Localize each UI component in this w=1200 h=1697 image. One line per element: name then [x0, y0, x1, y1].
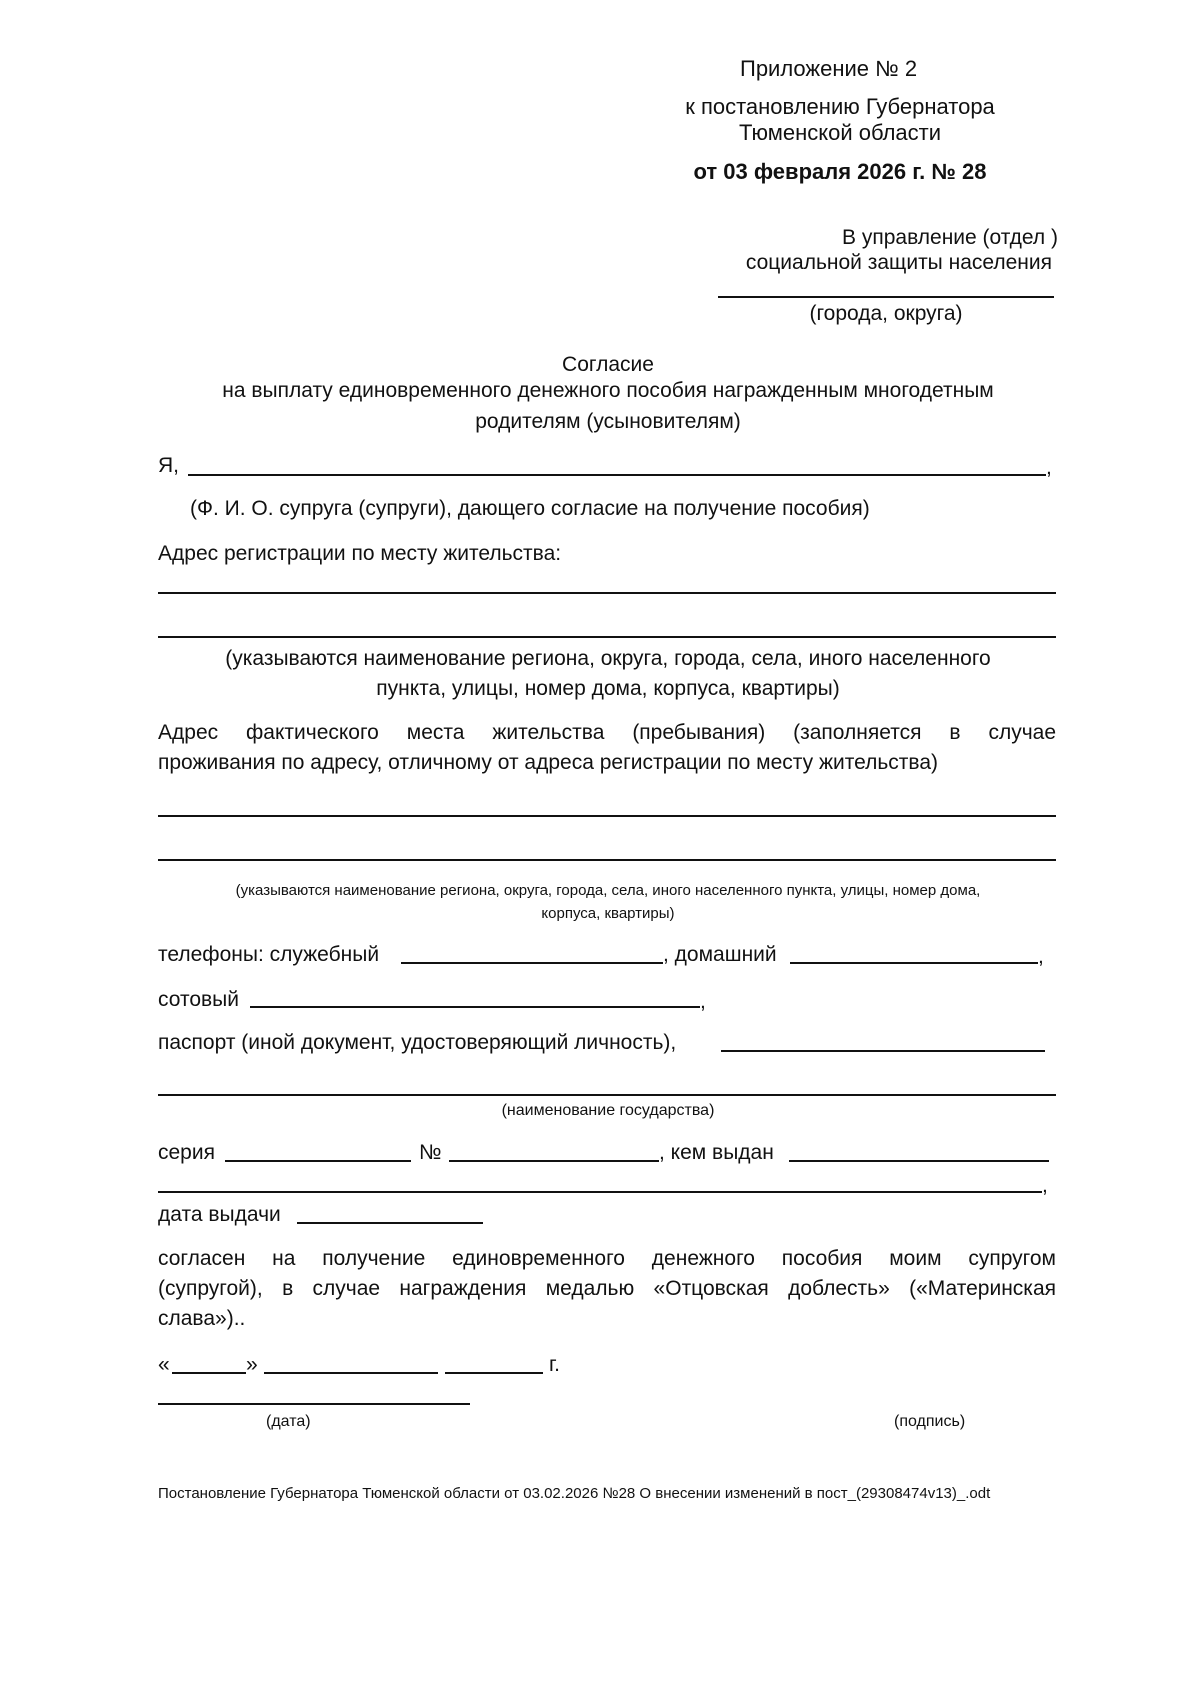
date-day-field[interactable]: [172, 1372, 246, 1374]
phones-comma: ,: [1038, 945, 1044, 968]
issued-by-label: , кем выдан: [659, 1141, 774, 1164]
consent-text: согласен на получение единовременного денежного пособия моим супругом: [158, 1247, 1056, 1270]
issued-by-comma: ,: [1042, 1174, 1048, 1197]
consent-text-3: слава»)..: [158, 1307, 246, 1330]
fact-address-hint-2: корпуса, квартиры): [541, 905, 675, 922]
document-title: Согласие: [562, 353, 654, 376]
i-label: Я,: [158, 454, 179, 477]
reg-address-hint: (указываются наименование региона, округа, города, села, иного населенного: [225, 647, 991, 670]
addressee-line-1: В управление (отдел ): [842, 226, 1058, 249]
phone-work-field[interactable]: [401, 962, 663, 964]
mobile-label: сотовый: [158, 988, 239, 1011]
phone-mobile-field[interactable]: [250, 1006, 700, 1008]
date-year-field[interactable]: [445, 1372, 543, 1374]
date-month-field[interactable]: [264, 1372, 438, 1374]
fio-hint: (Ф. И. О. супруга (супруги), дающего согласие на получение пособия): [190, 497, 870, 520]
document-title-line-3: родителям (усыновителям): [475, 410, 741, 433]
passport-field[interactable]: [721, 1050, 1045, 1052]
doc-number-label: №: [419, 1141, 442, 1164]
state-field[interactable]: [158, 1094, 1056, 1096]
resolution-ref: к постановлению Губернатора: [685, 94, 995, 119]
issued-by-field-2[interactable]: [158, 1191, 1042, 1193]
fact-address-label: Адрес фактического места жительства (пребывания) (заполняется в случае: [158, 721, 1056, 744]
fact-address-field-2[interactable]: [158, 859, 1056, 861]
fact-address-field-1[interactable]: [158, 815, 1056, 817]
fact-address-hint: (указываются наименование региона, округа, города, села, иного населенного пункта, улицы, номер дома,: [235, 882, 981, 899]
footer-filename: Постановление Губернатора Тюменской области от 03.02.2026 №28 О внесении изменений в пост_(29308474v13)_.odt: [158, 1485, 991, 1502]
phones-home-label: , домашний: [663, 943, 777, 966]
addressee-city-field[interactable]: [718, 296, 1054, 298]
year-suffix: г.: [549, 1353, 560, 1376]
document-title-line-2: на выплату единовременного денежного пособия награжденным многодетным: [222, 379, 994, 402]
phone-home-field[interactable]: [790, 962, 1038, 964]
appendix-number: Приложение № 2: [740, 56, 918, 81]
doc-number-field[interactable]: [449, 1160, 659, 1162]
signature-hint: (подпись): [894, 1413, 966, 1430]
series-label: серия: [158, 1141, 215, 1164]
addressee-line-2: социальной защиты населения: [745, 251, 1052, 274]
region-name: Тюменской области: [738, 120, 942, 145]
quote-open: «: [158, 1353, 170, 1376]
resolution-date-number: от 03 февраля 2026 г. № 28: [693, 159, 987, 184]
signature-field[interactable]: [158, 1403, 470, 1405]
reg-address-hint-2: пункта, улицы, номер дома, корпуса, квартиры): [376, 677, 840, 700]
state-hint: (наименование государства): [501, 1102, 715, 1119]
issue-date-label: дата выдачи: [158, 1203, 281, 1226]
consent-text-2: (супругой), в случае награждения медалью «Отцовская доблесть» («Материнская: [158, 1277, 1056, 1300]
fio-comma: ,: [1046, 456, 1052, 479]
series-field[interactable]: [225, 1160, 411, 1162]
reg-address-field-1[interactable]: [158, 592, 1056, 594]
mobile-comma: ,: [700, 990, 706, 1013]
issue-date-field[interactable]: [297, 1222, 483, 1224]
quote-close: »: [246, 1353, 258, 1376]
passport-label: паспорт (иной документ, удостоверяющий личность),: [158, 1031, 677, 1054]
fact-address-label-2: проживания по адресу, отличному от адреса регистрации по месту жительства): [158, 751, 938, 774]
addressee-city-hint: (города, округа): [809, 302, 963, 325]
reg-address-field-2[interactable]: [158, 636, 1056, 638]
phones-work-label: телефоны: служебный: [158, 943, 380, 966]
issued-by-field[interactable]: [789, 1160, 1049, 1162]
reg-address-label: Адрес регистрации по месту жительства:: [158, 542, 562, 565]
fio-field[interactable]: [188, 474, 1046, 476]
date-hint: (дата): [266, 1413, 311, 1430]
